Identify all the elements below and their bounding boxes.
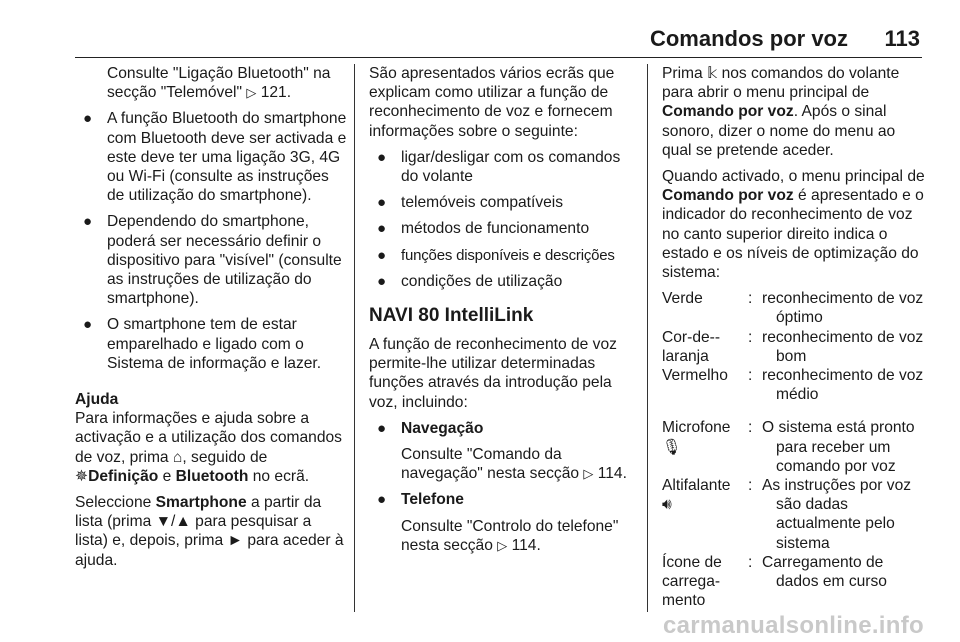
- microphone-icon: 🎙︎: [662, 438, 682, 456]
- arrow-right-icon: ►: [227, 532, 243, 550]
- page-header: [0, 0, 960, 58]
- section-intro: A função de reconhecimento de voz permite-lhe utilizar determinadas funções através da introdução pela voz, incluindo:: [369, 336, 617, 411]
- table-row: Altifalante 🔊︎ : As instruções por voz são dadas actualmente pelo sistema: [662, 477, 912, 552]
- page-ref-icon: ▷: [497, 537, 508, 553]
- watermark: carmanualsonline.info: [662, 612, 924, 639]
- section-heading: NAVI 80 IntelliLink: [369, 305, 534, 327]
- arrow-down-up-icon: ▼/▲: [155, 513, 191, 531]
- bullet-icon: ●: [377, 148, 387, 166]
- bullet-icon: ●: [83, 213, 93, 231]
- page-title: Comandos por voz: [649, 26, 848, 51]
- list-item: ● telemóveis compatíveis: [377, 194, 564, 212]
- list-item: ● métodos de funcionamento: [377, 220, 590, 238]
- continued-paragraph: Consulte "Ligação Bluetooth" na secção "Telemóvel" ▷ 121.: [107, 65, 331, 102]
- list-item: ● condições de utilização: [377, 272, 563, 290]
- list-item: ● Telefone: [377, 491, 464, 509]
- table-row: Vermelho : reconhecimento de voz médio: [662, 367, 924, 404]
- bullet-icon: ●: [377, 491, 387, 509]
- list-item: ● A função Bluetooth do smartphone com Bluetooth deve ser activada e este deve ter uma ligação 3G, 4G ou Wi-Fi (consulte as instruções de utilização do smartphone).: [83, 110, 347, 205]
- voice-paragraph: Prima 𝕜 nos comandos do volante para abrir o menu principal de Comando por voz. Após o sinal sonoro, dizer o nome do menu ao qual se pretende aceder.: [662, 65, 900, 159]
- bullet-icon: ●: [83, 316, 93, 334]
- list-item: ● O smartphone tem de estar emparelhado e ligado com o Sistema de informação e lazer.: [83, 316, 322, 372]
- help-heading: Ajuda: [75, 391, 119, 409]
- item-description: Consulte "Comando da navegação" nesta secção ▷ 114.: [401, 446, 627, 483]
- table-row: Ícone de carrega-mento : Carregamento de dados em curso: [662, 553, 887, 610]
- bullet-icon: ●: [377, 419, 387, 437]
- bullet-icon: ●: [377, 246, 387, 264]
- column-divider: [354, 64, 355, 612]
- gear-icon: ✵: [75, 467, 89, 485]
- bullet-icon: ●: [83, 110, 93, 128]
- table-row: Cor-de--laranja : reconhecimento de voz bom: [662, 328, 924, 365]
- page-number: 113: [884, 26, 920, 51]
- item-description: Consulte "Controlo do telefone" nesta secção ▷ 114.: [401, 517, 619, 554]
- list-item: ● Navegação: [377, 419, 484, 437]
- select-paragraph: Seleccione Smartphone a partir da lista (prima ▼/▲ para pesquisar a lista) e, depois, prima ► para aceder à ajuda.: [75, 494, 344, 569]
- voice-command-icon: 𝕜: [707, 65, 718, 82]
- activation-paragraph: Quando activado, o menu principal de Comando por voz é apresentado e o indicador do reconhecimento de voz no canto superior direito indica o estado e os níveis de optimização do sistema:: [662, 168, 925, 282]
- column-2: [369, 64, 637, 562]
- header-rule: [75, 57, 922, 58]
- column-divider: [647, 64, 648, 612]
- list-item: ● ligar/desligar com os comandos do volante: [377, 148, 621, 186]
- bullet-icon: ●: [377, 272, 387, 290]
- icon-legend-table: [662, 418, 928, 610]
- column-3: [662, 64, 928, 610]
- list-item: ● Dependendo do smartphone, poderá ser necessário definir o dispositivo para "visível" (consulte as instruções de utilização do smartphone).: [83, 213, 342, 308]
- table-row: Verde : reconhecimento de voz óptimo: [662, 290, 924, 327]
- table-row: Microfone 🎙︎ : O sistema está pronto para receber um comando por voz: [662, 419, 915, 475]
- column-1: [75, 64, 347, 577]
- home-icon: ⌂: [172, 448, 183, 466]
- speaker-icon: 🔊︎: [662, 496, 672, 514]
- intro-paragraph: São apresentados vários ecrãs que explicam como utilizar a função de reconhecimento de voz e fornecem informações sobre o seguinte:: [369, 65, 615, 140]
- color-legend-table: [662, 289, 928, 404]
- bullet-icon: ●: [377, 194, 387, 212]
- page-ref-icon: ▷: [246, 85, 257, 101]
- bullet-icon: ●: [377, 220, 387, 238]
- page-ref-icon: ▷: [583, 466, 594, 482]
- help-paragraph: Para informações e ajuda sobre a activação e a utilização dos comandos de voz, prima ⌂, seguido de ✵Definição e Bluetooth no ecrã.: [75, 410, 342, 485]
- list-item: ● funções disponíveis e descrições: [377, 246, 615, 264]
